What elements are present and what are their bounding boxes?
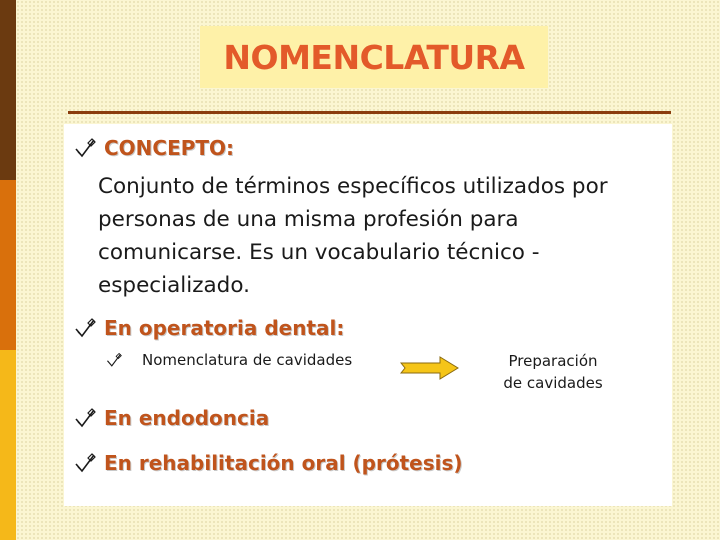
pencil-check-icon	[74, 407, 96, 429]
left-accent-bar-orange	[0, 180, 16, 350]
pencil-check-icon	[74, 137, 96, 159]
definition-line: especializado.	[98, 273, 250, 298]
pencil-check-icon	[74, 317, 96, 339]
operatoria-heading: En operatoria dental:	[104, 316, 345, 340]
preparacion-line: de cavidades	[503, 374, 603, 392]
slide-title: NOMENCLATURA	[223, 37, 525, 77]
definition-line: Conjunto de términos específicos utilizados por	[98, 174, 608, 199]
preparacion-label	[494, 350, 612, 394]
bullet-endodoncia	[74, 406, 269, 430]
title-box	[200, 26, 548, 88]
pencil-check-icon	[106, 352, 122, 368]
left-accent-bar-yellow	[0, 350, 16, 540]
bullet-concepto	[74, 136, 234, 160]
title-divider	[68, 111, 671, 114]
rehabilitacion-heading: En rehabilitación oral (prótesis)	[104, 451, 463, 475]
pencil-check-icon	[74, 452, 96, 474]
bullet-operatoria	[74, 316, 344, 340]
concepto-heading: CONCEPTO:	[104, 136, 235, 160]
nomenclatura-label: Nomenclatura de cavidades	[142, 351, 353, 369]
definition-line: comunicarse. Es un vocabulario técnico -	[98, 240, 540, 265]
arrow-right-icon	[400, 356, 460, 380]
bullet-rehabilitacion	[74, 451, 463, 475]
definition-line: personas de una misma profesión para	[98, 207, 519, 232]
definition-text	[98, 170, 668, 302]
preparacion-line: Preparación	[508, 352, 598, 370]
sub-bullet-nomenclatura	[106, 351, 352, 369]
content-panel	[64, 124, 672, 506]
left-accent-bar-dark	[0, 0, 16, 180]
endodoncia-heading: En endodoncia	[104, 406, 270, 430]
